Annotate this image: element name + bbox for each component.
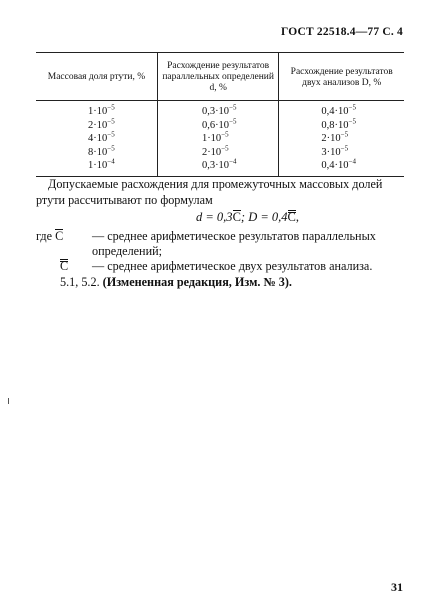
formula-c-mean: C <box>232 210 241 224</box>
document-header: ГОСТ 22518.4—77 С. 4 <box>280 26 403 38</box>
definition-where: где <box>36 229 53 243</box>
cell-exponent: −4 <box>229 157 237 166</box>
table-cell <box>279 159 404 176</box>
cell-base: 0,4·10 <box>321 160 349 171</box>
table-cell <box>36 119 157 133</box>
table-cell <box>36 146 157 160</box>
amendment-bold: (Измененная редакция, Изм. № 3). <box>102 275 292 289</box>
table-cell <box>36 159 157 176</box>
table-cell <box>36 132 157 146</box>
cell-exponent: −5 <box>221 144 229 152</box>
cell-exponent: −5 <box>221 130 229 139</box>
cell-base: 1·10 <box>88 160 108 171</box>
cell-base: 1·10 <box>88 106 108 117</box>
table-row <box>36 159 404 176</box>
cell-base: 4·10 <box>88 133 108 144</box>
table-row <box>36 119 404 133</box>
cell-base: 2·10 <box>321 133 341 144</box>
cell-exponent: −4 <box>107 157 115 166</box>
cell-base: 2·10 <box>201 146 222 158</box>
table-cell <box>157 146 278 160</box>
cell-base: 0,3·10 <box>201 106 230 117</box>
column-header-parallel-difference: Расхождение результатов параллельных определений d, % <box>157 53 278 101</box>
cell-base: 0,8·10 <box>321 119 349 131</box>
cell-exponent: −5 <box>107 144 115 152</box>
cell-base: 0,3·10 <box>201 160 230 171</box>
definition-row <box>36 229 404 259</box>
table-cell <box>279 101 404 119</box>
table-cell <box>157 119 278 133</box>
body-paragraph: Допускаемые расхождения для промежуточных массовых долей ртути рассчитывают по формулам <box>36 177 383 207</box>
formula-line <box>0 210 431 225</box>
definition-text: — среднее арифметическое двух результатов анализа. <box>92 259 373 273</box>
margin-mark <box>8 398 9 404</box>
definition-text: — среднее арифметическое результатов параллельных определений; <box>92 229 376 258</box>
definition-row <box>36 259 404 274</box>
table-cell <box>36 101 157 119</box>
cell-base: 2·10 <box>88 119 108 131</box>
cell-exponent: −5 <box>229 117 237 125</box>
definition-symbol-c-double-mean: C <box>60 259 69 273</box>
amendment-note <box>60 275 292 290</box>
cell-base: 0,6·10 <box>201 119 230 131</box>
column-header-mass-fraction: Массовая доля ртути, % <box>36 53 157 101</box>
cell-exponent: −5 <box>107 117 115 125</box>
formula-middle: ; D = 0,4 <box>240 210 288 224</box>
cell-exponent: −5 <box>340 144 349 152</box>
formula-d-prefix: d = 0,3 <box>196 210 233 224</box>
cell-exponent: −5 <box>340 130 349 139</box>
cell-base: 0,4·10 <box>321 106 349 117</box>
cell-base: 1·10 <box>201 133 222 144</box>
cell-base: 8·10 <box>88 146 108 158</box>
formula-end: , <box>295 210 299 224</box>
table-cell <box>279 146 404 160</box>
table-row <box>36 132 404 146</box>
cell-exponent: −5 <box>107 103 115 112</box>
table-cell <box>157 101 278 119</box>
table-cell <box>157 159 278 176</box>
table-row <box>36 101 404 119</box>
cell-exponent: −5 <box>348 103 356 112</box>
tolerance-table <box>36 52 404 177</box>
cell-base: 3·10 <box>321 146 341 158</box>
table-cell <box>157 132 278 146</box>
definitions <box>36 229 404 274</box>
cell-exponent: −5 <box>229 103 237 112</box>
table-header-row <box>36 53 404 101</box>
formula-c-double-mean: C <box>287 210 296 224</box>
definition-symbol-c-mean: C <box>55 229 64 243</box>
page-number: 31 <box>391 580 403 594</box>
cell-exponent: −5 <box>107 130 115 139</box>
cell-exponent: −4 <box>348 157 356 166</box>
column-header-analysis-difference: Расхождение результатов двух анализов D, % <box>279 53 404 101</box>
cell-exponent: −5 <box>348 117 356 125</box>
amendment-prefix: 5.1, 5.2. <box>60 275 100 289</box>
